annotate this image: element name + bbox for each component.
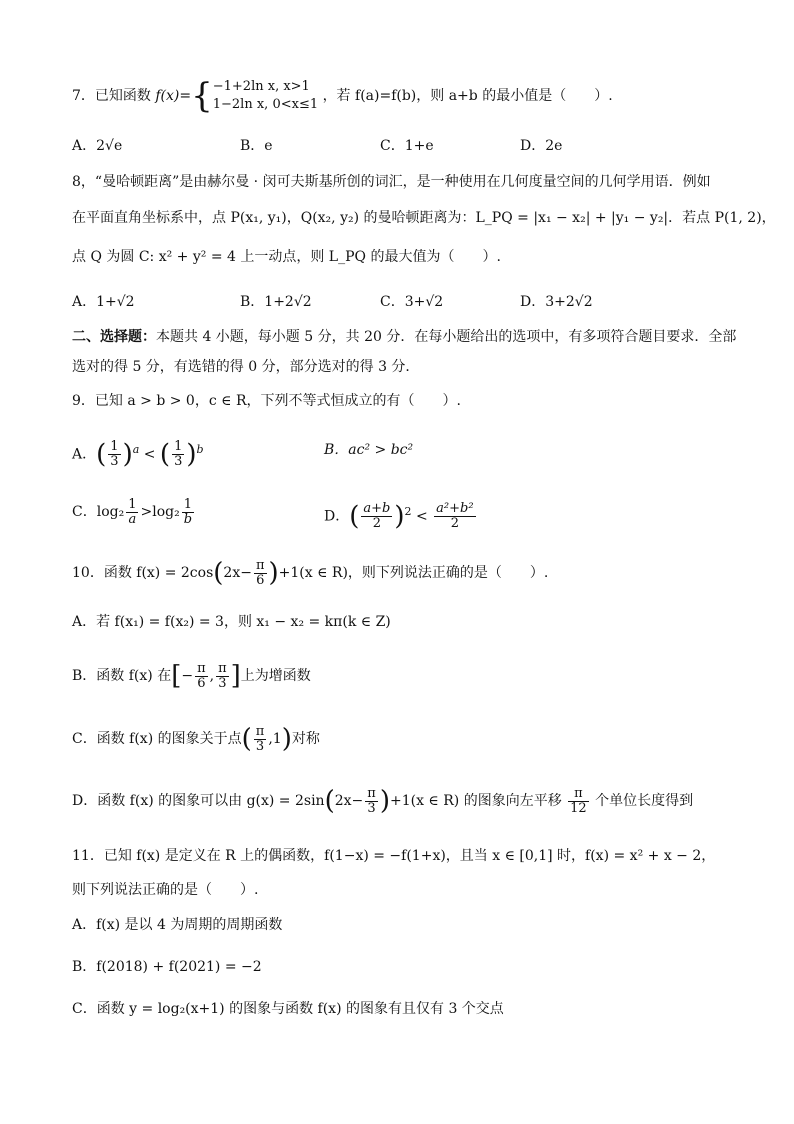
q11-option-a: A．f(x) 是以 4 为周期的周期函数	[72, 917, 283, 933]
q9-stem: 9．已知 a > b > 0，c ∈ R，下列不等式恒成立的有（ ）.	[72, 393, 461, 409]
q7-option-a: A．2√e	[72, 138, 123, 154]
q10-stem: 10．函数 f(x) = 2cos(2x− $\frac{\pi}{6}$ )+1(x ∈ R)，则下列说法正确的是（ ）.	[72, 557, 549, 588]
section2-line-2: 选对的得 5 分，有选错的得 0 分，部分选对的得 3 分．	[72, 359, 420, 375]
q9-options-row-1	[72, 430, 722, 470]
q10-option-a: A．若 f(x₁) = f(x₂) = 3，则 x₁ − x₂ = kπ(k ∈ Z)	[72, 614, 391, 630]
q11-line-2: 则下列说法正确的是（ ）.	[72, 882, 259, 898]
section2-line-1: 二、选择题：本题共 4 小题，每小题 5 分，共 20 分．在每小题给出的选项中，有多项符合题目要求．全部	[72, 329, 737, 345]
q8-option-c: C．3+√2	[380, 294, 444, 310]
piecewise-brace: {	[191, 76, 213, 116]
q9-option-c: C．log₂ $\frac{1}{a}$ >log₂ $\frac{1}{b}$	[72, 496, 193, 527]
q7-option-d: D．2e	[520, 138, 563, 154]
q7-option-c: C．1+e	[380, 138, 434, 154]
q8-option-a: A．1+√2	[72, 294, 135, 310]
section-title: 二、选择题：	[72, 329, 156, 345]
q9-options-row-2	[72, 492, 722, 532]
q11-line-1: 11．已知 f(x) 是定义在 R 上的偶函数，f(1−x) = −f(1+x)，且当 x ∈ [0,1] 时，f(x) = x² + x − 2，	[72, 848, 716, 864]
q7-options	[72, 134, 722, 158]
q8-line-3: 点 Q 为圆 C: x² + y² = 4 上一动点，则 L_PQ 的最大值为（ ）.	[72, 249, 501, 265]
q8-options	[72, 290, 722, 314]
q10-option-d: D．函数 f(x) 的图象可以由 g(x) = 2sin(2x− $\frac{\pi}{3}$ )+1(x ∈ R) 的图象向左平移 $\frac{\pi}{12}$ 个单位长度得到	[72, 785, 694, 816]
q11-option-b: B．f(2018) + f(2021) = −2	[72, 959, 262, 975]
q7-option-b: B．e	[240, 138, 273, 154]
q9-option-d: D．( $\frac{a+b}{2}$ )$^2$ < $\frac{\text{a²+b²}}{2}$	[324, 501, 474, 532]
q8-line-1: 8，“曼哈顿距离”是由赫尔曼 · 闵可夫斯基所创的词汇，是一种使用在几何度量空间的几何学用语．例如	[72, 174, 711, 190]
q8-line-2: 在平面直角坐标系中，点 P(x₁, y₁)，Q(x₂, y₂) 的曼哈顿距离为：L_PQ = |x₁ − x₂| + |y₁ − y₂|．若点 P(1, 2)，	[72, 210, 776, 226]
q10-option-c: C．函数 f(x) 的图象关于点( $\frac{\pi}{3}$ ,1)对称	[72, 723, 320, 754]
q8-option-b: B．1+2√2	[240, 294, 312, 310]
q9-option-a: A．( $\frac{1}{3}$ )$^a$ < ( $\frac{1}{3}$ )$^b$	[72, 439, 204, 470]
piecewise-cases: −1+2ln x, x>1 1−2ln x, 0<x≤1	[212, 79, 319, 112]
q8-option-d: D．3+2√2	[520, 294, 593, 310]
q10-option-b: B．函数 f(x) 在[− $\frac{\pi}{6}$ , $\frac{\pi}{3}$ ]上为增函数	[72, 660, 311, 691]
q9-option-b: B．ac² > bc²	[324, 442, 414, 458]
q7-stem: 7．已知函数 f(x)={ −1+2ln x, x>1 1−2ln x, 0<x≤1 ，若 f(a)=f(b)，则 a+b 的最小值是（ ）.	[72, 76, 613, 116]
q11-option-c: C．函数 y = log₂(x+1) 的图象与函数 f(x) 的图象有且仅有 3 个交点	[72, 1001, 504, 1017]
